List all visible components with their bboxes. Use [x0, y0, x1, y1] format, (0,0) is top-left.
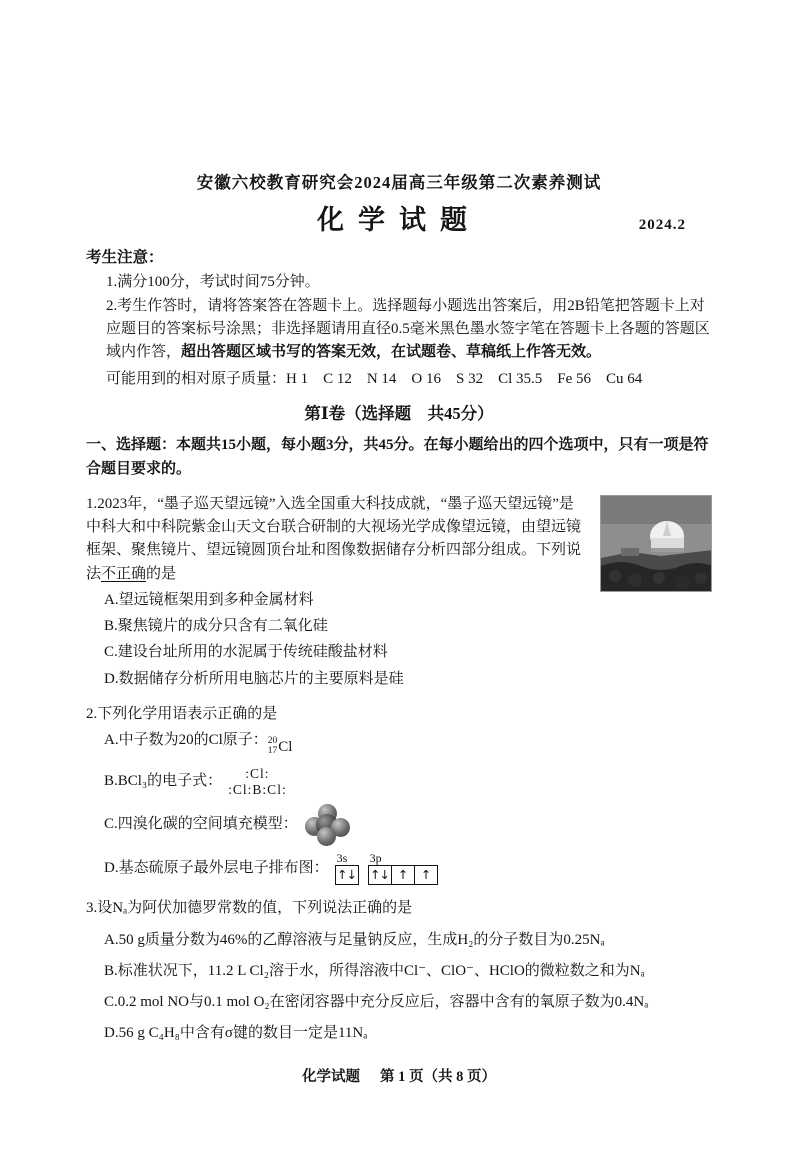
q1-option-b: B.聚焦镜片的成分只含有二氧化硅 — [104, 618, 328, 635]
question-1-stem: 1.2023年，“墨子巡天望远镜”入选全国重大科技成就，“墨子巡天望远镜”是中科大和中科院紫金山天文台联合研制的大视场光学成像望远镜，由望远镜框架、聚焦镜片、望远镜圆顶台址和图像数据储存分析四部分组成。下列说法 — [86, 495, 582, 582]
q1-option-c: C.建设台址所用的水泥属于传统硅酸盐材料 — [104, 644, 388, 661]
q2-option-c — [86, 804, 712, 846]
lewis-line-1: :Cl: — [245, 765, 270, 781]
atomic-masses: 可能用到的相对原子质量：H 1 C 12 N 14 O 16 S 32 Cl 35.5 Fe 56 Cu 64 — [106, 370, 643, 387]
notice-label: 考生注意： — [86, 248, 164, 266]
q3-option-a: A.50 g质量分数为46%的乙醇溶液与足量钠反应，生成H₂的分子数目为0.25Nₐ — [104, 931, 605, 948]
notice-item-1: 1.满分100分，考试时间75分钟。 — [106, 273, 320, 290]
question-2-stem: 2.下列化学用语表示正确的是 — [86, 705, 278, 722]
orbital-3p-boxes — [368, 865, 437, 885]
footer-doc-name: 化学试题 — [302, 1068, 360, 1085]
page-footer — [86, 1046, 712, 1088]
orbital-3s-group — [335, 852, 358, 885]
question-1-stem-emphasis: 不正确 — [101, 565, 147, 582]
notice-item-2-emphasis: 超出答题区域书写的答案无效，在试题卷、草稿纸上作答无效。 — [181, 344, 602, 361]
lewis-structure — [228, 766, 287, 798]
question-1-stem-tail: 的是 — [146, 565, 177, 582]
orbital-diagram — [335, 852, 437, 885]
orbital-box-3p3: ↑ — [414, 865, 438, 885]
isotope-atomic-number: 17 — [267, 746, 278, 757]
exam-header-line: 安徽六校教育研究会2024届高三年级第二次素养测试 — [196, 173, 602, 192]
isotope-numbers — [268, 737, 278, 757]
page-title: 化学试题 — [317, 204, 481, 235]
q2-option-a — [86, 729, 712, 760]
q2-option-c-text: C.四溴化碳的空间填充模型： — [104, 816, 298, 833]
notice-item-2 — [86, 295, 712, 365]
telescope-photo-graphic — [601, 496, 712, 592]
question-3 — [86, 897, 712, 1045]
section-intro: 一、选择题：本题共15小题，每小题3分，共45分。在每小题给出的四个选项中，只有一项是符合题目要求的。 — [86, 437, 709, 477]
q1-option-a: A.望远镜框架用到多种金属材料 — [104, 591, 314, 608]
orbital-3p-group — [368, 852, 437, 885]
isotope-mass-number: 20 — [267, 736, 278, 747]
q2-option-b — [86, 766, 712, 798]
space-filling-model — [304, 804, 350, 846]
q2-option-d — [86, 852, 712, 885]
isotope-symbol: Cl — [278, 739, 293, 756]
orbital-box-3p2: ↑ — [391, 865, 415, 885]
question-2 — [86, 703, 712, 885]
orbital-3s-label: 3s — [336, 851, 348, 866]
q2-option-d-text: D.基态硫原子最外层电子排布图： — [104, 860, 329, 877]
notice-item-2-text: 2.考生作答时，请将答案答在答题卡上。选择题每小题选出答案后，用2B铅笔把答题卡上对应题目的答案标号涂黑；非选择题请用直径0.5毫米黑色墨水签字笔在答题卡上各题的答题区域内作答， — [106, 297, 710, 361]
orbital-3s-boxes — [335, 865, 358, 885]
exam-date: 2024.2 — [638, 217, 686, 234]
lewis-line-2: :Cl:B:Cl: — [228, 781, 287, 797]
orbital-3p-label: 3p — [369, 851, 382, 866]
question-3-stem: 3.设Nₐ为阿伏加德罗常数的值，下列说法正确的是 — [86, 900, 413, 917]
q3-option-c: C.0.2 mol NO与0.1 mol O₂在密闭容器中充分反应后，容器中含有的氧原子数为0.4Nₐ — [104, 994, 649, 1011]
question-1 — [86, 493, 712, 691]
section-title: 第Ⅰ卷（选择题 共45分） — [304, 403, 494, 423]
title-row — [86, 200, 712, 240]
isotope-notation — [268, 736, 293, 759]
q1-option-d: D.数据储存分析所用电脑芯片的主要原料是硅 — [104, 670, 404, 687]
footer-page-number: 第 1 页（共 8 页） — [380, 1068, 496, 1085]
q3-option-d: D.56 g C₄H₈中含有σ键的数目一定是11Nₐ — [104, 1025, 368, 1042]
telescope-photo — [600, 495, 712, 592]
bromine-atom-sphere — [317, 827, 336, 846]
q3-option-b: B.标准状况下，11.2 L Cl₂溶于水，所得溶液中Cl⁻、ClO⁻、HClO的微粒数之和为Nₐ — [104, 962, 645, 979]
orbital-box-3p1: ↑↓ — [368, 865, 392, 885]
q2-option-b-text: B.BCl₃的电子式： — [104, 773, 223, 790]
q2-option-a-text: A.中子数为20的Cl原子： — [104, 732, 268, 749]
orbital-box-3s: ↑↓ — [335, 865, 359, 885]
